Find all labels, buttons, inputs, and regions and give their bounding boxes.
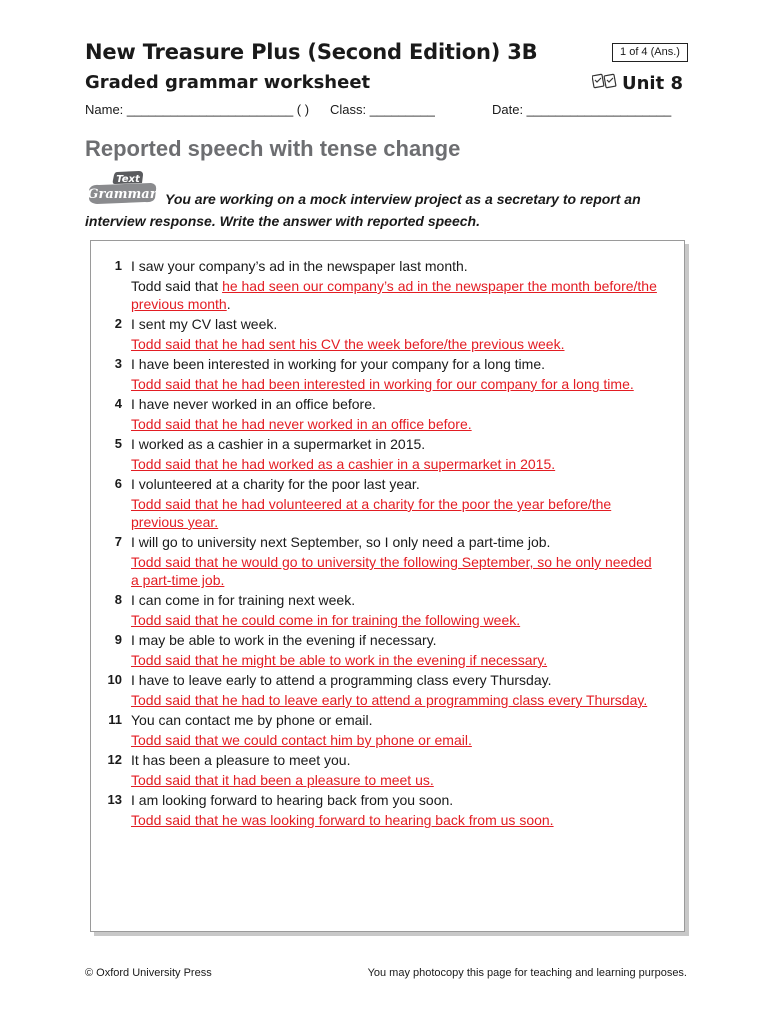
answer-box	[90, 240, 685, 932]
question-text: It has been a pleasure to meet you.	[131, 752, 351, 768]
question-number: 6	[114, 476, 122, 491]
answer-text: Todd said that he could come in for training the following week.	[131, 612, 521, 628]
question-text: I am looking forward to hearing back from you soon.	[131, 792, 454, 808]
question-item	[91, 789, 684, 829]
answer-text: Todd said that he had never worked in an office before.	[131, 416, 472, 432]
unit-label	[592, 72, 683, 96]
answer-text: Todd said that he had to leave early to attend a programming class every Thursday.	[131, 692, 648, 708]
answer	[131, 415, 658, 433]
question-item	[91, 473, 684, 531]
answer-suffix: .	[226, 296, 231, 312]
badge-top-text: Text	[116, 174, 140, 185]
question-number: 11	[108, 712, 122, 727]
question-number: 13	[107, 792, 122, 807]
question-text: I can come in for training next week.	[131, 592, 356, 608]
question-text: I sent my CV last week.	[131, 316, 278, 332]
question-number: 9	[114, 632, 122, 647]
question-number: 2	[114, 316, 122, 331]
answer-text: he had seen our company’s ad in the newspaper the month before/the previous month	[131, 278, 657, 312]
question-item	[91, 313, 684, 353]
question-item	[91, 393, 684, 433]
question-text: I will go to university next September, so I only need a part-time job.	[131, 534, 551, 550]
question-text: I volunteered at a charity for the poor last year.	[131, 476, 420, 492]
question-text: I may be able to work in the evening if necessary.	[131, 632, 437, 648]
question-text: I have never worked in an office before.	[131, 396, 376, 412]
badge-bottom-text: Grammar	[87, 187, 157, 202]
question-item	[91, 433, 684, 473]
question-item	[91, 749, 684, 789]
answer-text: Todd said that he had worked as a cashier in a supermarket in 2015.	[131, 456, 556, 472]
answer-text: Todd said that he was looking forward to hearing back from us soon.	[131, 812, 554, 828]
answer-text: Todd said that it had been a pleasure to meet us.	[131, 772, 434, 788]
question-number: 10	[107, 672, 122, 687]
answer	[131, 455, 658, 473]
question-number: 8	[114, 592, 122, 607]
question-text: You can contact me by phone or email.	[131, 712, 373, 728]
answer	[131, 611, 658, 629]
name-field[interactable]: Name: _______________________ ( )	[85, 102, 310, 117]
question-text: I have been interested in working for your company for a long time.	[131, 356, 545, 372]
answer-text: Todd said that he had been interested in working for our company for a long time.	[131, 376, 634, 392]
footer-copyright: © Oxford University Press	[85, 967, 212, 979]
question-item	[91, 709, 684, 749]
question-item	[91, 669, 684, 709]
question-number: 1	[114, 258, 122, 273]
question-number: 3	[114, 356, 122, 371]
answer-text: Todd said that he might be able to work in the evening if necessary.	[131, 652, 548, 668]
answer-text: Todd said that he would go to university the following September, so he only needed a part-time job.	[131, 554, 652, 588]
answer-prefix: Todd said that	[131, 278, 223, 294]
question-item	[91, 629, 684, 669]
question-list	[91, 255, 684, 829]
question-number: 12	[107, 752, 122, 767]
answer	[131, 731, 658, 749]
instructions: You are working on a mock interview project as a secretary to report an interview response. Write the answer with reported speech.	[85, 191, 641, 229]
answer-text: Todd said that he had sent his CV the week before/the previous week.	[131, 336, 565, 352]
question-item	[91, 353, 684, 393]
worksheet-subtitle: Graded grammar worksheet	[85, 72, 371, 93]
answer	[131, 651, 658, 669]
difficulty-icon	[592, 72, 618, 95]
unit-text: Unit 8	[622, 73, 683, 94]
footer-note: You may photocopy this page for teaching and learning purposes.	[367, 967, 687, 979]
question-number: 7	[114, 534, 122, 549]
worksheet-title: New Treasure Plus (Second Edition) 3B	[85, 40, 538, 64]
page-indicator: 1 of 4 (Ans.)	[612, 43, 688, 62]
question-text: I saw your company’s ad in the newspaper last month.	[131, 258, 468, 274]
section-title: Reported speech with tense change	[85, 136, 461, 161]
answer	[131, 811, 658, 829]
answer	[131, 691, 658, 709]
answer	[131, 335, 658, 353]
answer	[131, 553, 658, 589]
class-field[interactable]: Class: _________	[330, 102, 435, 117]
answer	[131, 495, 658, 531]
question-text: I worked as a cashier in a supermarket in 2015.	[131, 436, 426, 452]
question-number: 4	[114, 396, 122, 411]
question-number: 5	[114, 436, 122, 451]
question-item	[91, 531, 684, 589]
answer	[131, 771, 658, 789]
answer-text: Todd said that he had volunteered at a charity for the poor the year before/the previous year.	[131, 496, 612, 530]
answer	[131, 277, 658, 313]
question-text: I have to leave early to attend a programming class every Thursday.	[131, 672, 552, 688]
date-field[interactable]: Date: ____________________	[492, 102, 672, 117]
answer	[131, 375, 658, 393]
answer-text: Todd said that we could contact him by phone or email.	[131, 732, 472, 748]
question-item	[91, 589, 684, 629]
question-item	[91, 255, 684, 313]
